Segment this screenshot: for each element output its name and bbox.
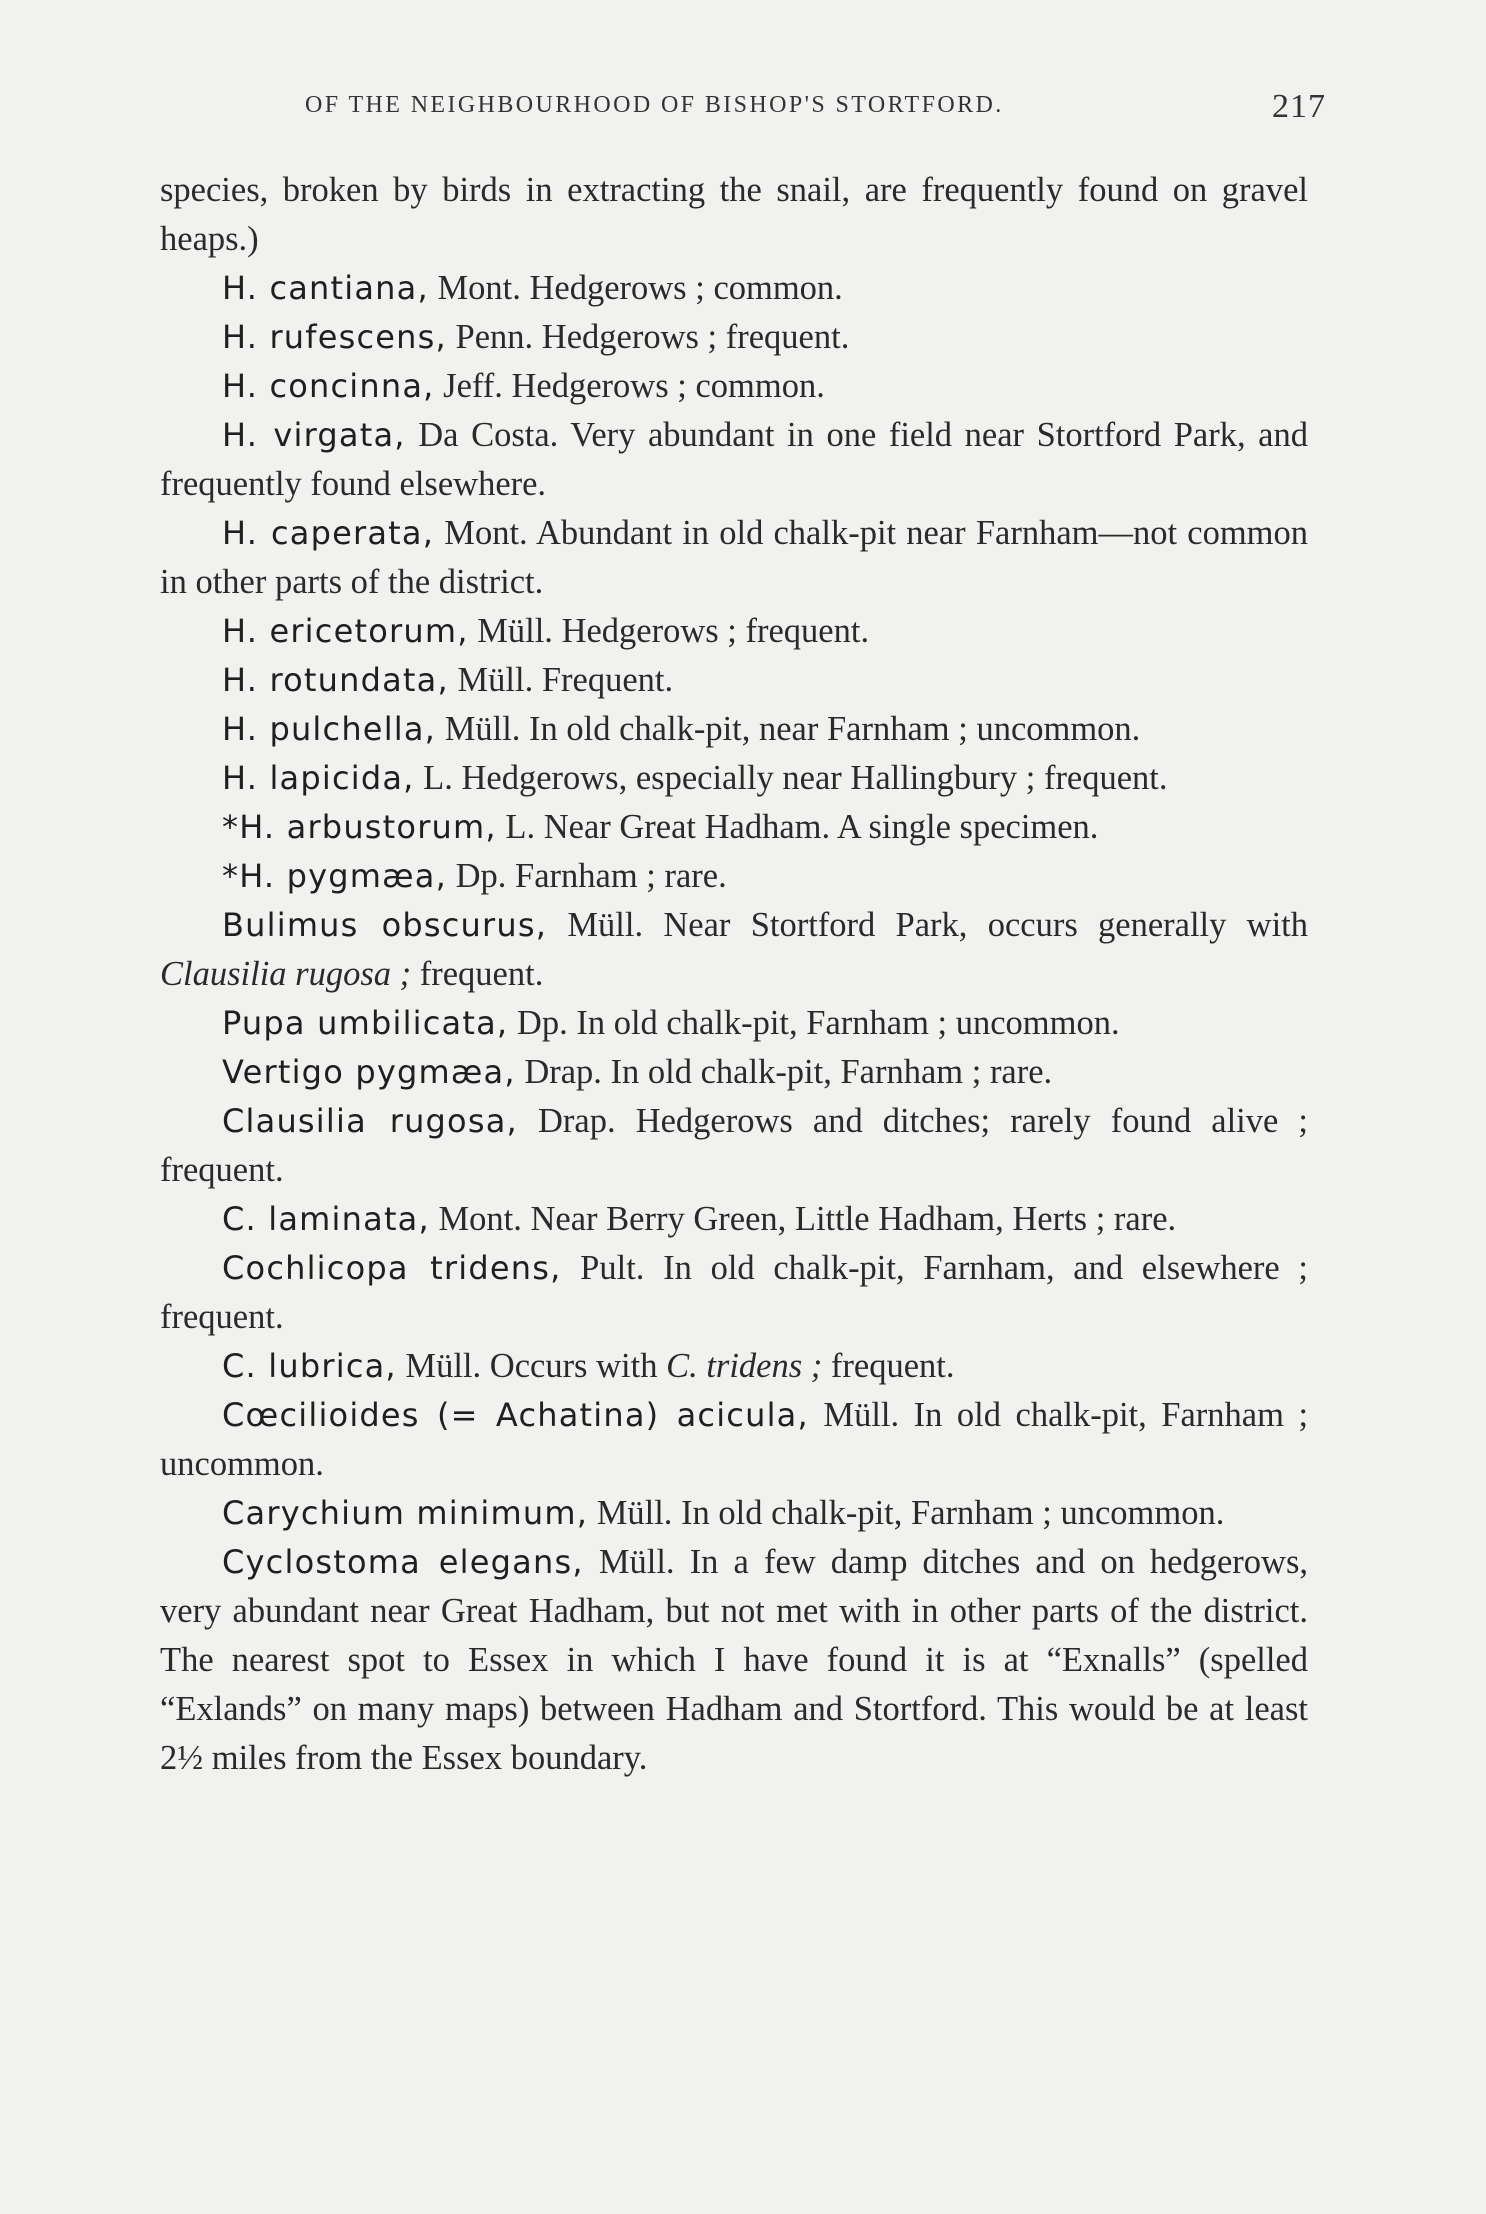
species-name: Carychium minimum, bbox=[222, 1494, 589, 1532]
species-authority: Jeff. bbox=[443, 367, 503, 405]
species-entry bbox=[160, 1538, 1308, 1783]
species-entry bbox=[160, 1244, 1308, 1342]
species-authority: Müll. bbox=[405, 1347, 482, 1385]
species-description: Very abundant in one field near Stortford Park, and frequently found elsewhere. bbox=[160, 416, 1308, 503]
species-name: Cœcilioides (= Achatina) acicula, bbox=[222, 1396, 809, 1434]
species-authority: Dp. bbox=[455, 857, 507, 895]
species-authority: L. bbox=[423, 759, 453, 797]
species-name: Cyclostoma elegans, bbox=[222, 1543, 584, 1581]
species-name: *H. arbustorum, bbox=[222, 808, 497, 846]
species-description: In old chalk-pit, Farnham, and elsewhere ; frequent. bbox=[160, 1249, 1309, 1336]
species-name: Pupa umbilicata, bbox=[222, 1004, 509, 1042]
species-description-end: frequent. bbox=[419, 955, 544, 993]
species-name: H. lapicida, bbox=[222, 759, 415, 797]
species-name: H. virgata, bbox=[222, 416, 406, 454]
species-description: In old chalk-pit, Farnham ; uncommon. bbox=[576, 1004, 1120, 1042]
species-authority: Mont. bbox=[444, 514, 528, 552]
species-authority: L. bbox=[505, 808, 536, 846]
species-description: Hedgerows ; common. bbox=[511, 367, 825, 405]
species-entry bbox=[160, 1391, 1308, 1489]
species-authority: Müll. bbox=[596, 1494, 673, 1532]
species-entry bbox=[160, 705, 1308, 754]
species-name: C. lubrica, bbox=[222, 1347, 397, 1385]
page-header bbox=[160, 88, 1326, 136]
species-authority: Müll. bbox=[457, 661, 534, 699]
species-authority: Mont. bbox=[438, 1200, 522, 1238]
species-name: C. laminata, bbox=[222, 1200, 430, 1238]
species-name: H. caperata, bbox=[222, 514, 435, 552]
species-description: In old chalk-pit, Farnham ; rare. bbox=[610, 1053, 1053, 1091]
species-name: H. ericetorum, bbox=[222, 612, 469, 650]
italic-reference: C. tridens ; bbox=[666, 1347, 823, 1385]
continuation-paragraph: species, broken by birds in extracting the snail, are frequently found on gravel heaps.) bbox=[160, 171, 1308, 258]
species-authority: Müll. bbox=[477, 612, 553, 650]
species-authority: Müll. bbox=[598, 1543, 675, 1581]
species-name: *H. pygmæa, bbox=[222, 857, 447, 895]
species-description-end: frequent. bbox=[830, 1347, 955, 1385]
species-name: Cochlicopa tridens, bbox=[222, 1249, 562, 1287]
species-entry bbox=[160, 901, 1308, 999]
species-authority: Da Costa. bbox=[418, 416, 559, 454]
species-entry bbox=[160, 1489, 1308, 1538]
species-description: Near Stortford Park, occurs generally with bbox=[663, 906, 1308, 944]
species-description: Hedgerows ; frequent. bbox=[561, 612, 870, 650]
running-head: OF THE NEIGHBOURHOOD OF BISHOP'S STORTFORD. bbox=[305, 92, 1004, 118]
species-entry bbox=[160, 607, 1308, 656]
species-entry bbox=[160, 1048, 1308, 1097]
species-name: H. pulchella, bbox=[222, 710, 437, 748]
species-description: Occurs with bbox=[489, 1347, 658, 1385]
species-description: In old chalk-pit, Farnham ; uncommon. bbox=[681, 1494, 1225, 1532]
species-authority: Müll. bbox=[823, 1396, 900, 1434]
species-description: Hedgerows, especially near Hallingbury ; frequent. bbox=[461, 759, 1168, 797]
species-description: Frequent. bbox=[541, 661, 674, 699]
species-name: H. cantiana, bbox=[222, 269, 429, 307]
italic-reference: Clausilia rugosa ; bbox=[160, 955, 412, 993]
species-entry bbox=[160, 313, 1308, 362]
species-description: Near Great Hadham. A single specimen. bbox=[543, 808, 1099, 846]
species-entry bbox=[160, 509, 1308, 607]
species-entry bbox=[160, 803, 1308, 852]
species-entry bbox=[160, 1342, 1308, 1391]
species-entry bbox=[160, 656, 1308, 705]
species-description: Hedgerows ; frequent. bbox=[541, 318, 850, 356]
species-description: Hedgerows and ditches; rarely found alive ; frequent. bbox=[160, 1102, 1309, 1189]
species-name: Vertigo pygmæa, bbox=[222, 1053, 516, 1091]
species-description: In a few damp ditches and on hedgerows, very abundant near Great Hadham, but not met with in other parts of the district. The nearest spot to Essex in which I have found it is at “Exnalls” (spelled “Exlands” on many maps) between Hadham and Stortford. This would be at least 2½ miles from the Essex boundary. bbox=[160, 1543, 1309, 1777]
species-entry bbox=[160, 411, 1308, 509]
species-description: Farnham ; rare. bbox=[515, 857, 727, 895]
species-entry bbox=[160, 999, 1308, 1048]
page-number: 217 bbox=[1272, 88, 1326, 125]
species-entry bbox=[160, 1097, 1308, 1195]
species-authority: Drap. bbox=[538, 1102, 616, 1140]
species-description: Abundant in old chalk-pit near Farnham—not common in other parts of the district. bbox=[160, 514, 1308, 601]
species-authority: Drap. bbox=[524, 1053, 602, 1091]
species-entry bbox=[160, 1195, 1308, 1244]
species-name: Clausilia rugosa, bbox=[222, 1102, 518, 1140]
species-description: Hedgerows ; common. bbox=[529, 269, 843, 307]
species-authority: Dp. bbox=[516, 1004, 568, 1042]
species-entry bbox=[160, 754, 1308, 803]
species-authority: Penn. bbox=[455, 318, 534, 356]
species-name: H. concinna, bbox=[222, 367, 435, 405]
species-authority: Mont. bbox=[437, 269, 521, 307]
species-list bbox=[160, 264, 1308, 1783]
species-description: In old chalk-pit, Farnham ; uncommon. bbox=[160, 1396, 1309, 1483]
species-authority: Müll. bbox=[567, 906, 644, 944]
species-description: In old chalk-pit, near Farnham ; uncommon. bbox=[529, 710, 1141, 748]
species-entry bbox=[160, 852, 1308, 901]
species-authority: Pult. bbox=[580, 1249, 645, 1287]
species-name: H. rotundata, bbox=[222, 661, 449, 699]
species-entry bbox=[160, 264, 1308, 313]
species-entry bbox=[160, 362, 1308, 411]
species-name: Bulimus obscurus, bbox=[222, 906, 548, 944]
body-text bbox=[160, 166, 1308, 1783]
species-name: H. rufescens, bbox=[222, 318, 447, 356]
species-description: Near Berry Green, Little Hadham, Herts ; rare. bbox=[530, 1200, 1177, 1238]
species-authority: Müll. bbox=[444, 710, 521, 748]
